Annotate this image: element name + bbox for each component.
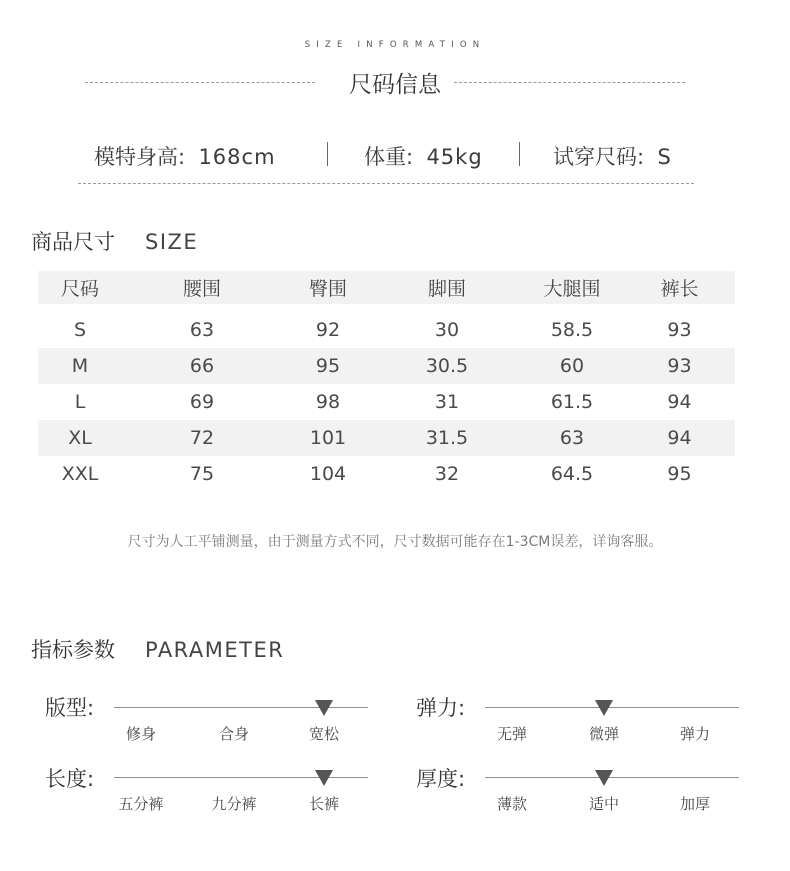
table-cell: 66 <box>189 355 215 377</box>
parameter-option: 适中 <box>588 795 619 813</box>
table-cell: 93 <box>667 319 692 341</box>
table-header-cell: 臀围 <box>308 278 347 300</box>
table-cell: 94 <box>667 391 692 413</box>
parameter-selected-marker <box>595 770 613 786</box>
size-title-en: SIZE <box>145 230 199 254</box>
parameter-section-title <box>31 634 284 664</box>
table-cell: 64.5 <box>550 463 594 485</box>
table-cell: 69 <box>189 391 215 413</box>
table-cell: 101 <box>309 427 347 449</box>
model-weight: 体重: 45kg <box>364 145 483 169</box>
trial-size-label: 试穿尺码 <box>553 145 637 169</box>
parameter-selected-marker <box>315 700 333 716</box>
table-cell: 75 <box>189 463 215 485</box>
table-row <box>38 456 735 492</box>
table-header-cell: 脚围 <box>427 278 466 300</box>
page-title: 尺码信息 <box>349 72 441 98</box>
parameter-selected-marker <box>595 700 613 716</box>
section-kicker: SIZE INFORMATION <box>304 40 486 50</box>
table-cell: 58.5 <box>550 319 594 341</box>
measurement-note: 尺寸为人工平铺测量，由于测量方式不同，尺寸数据可能存在1-3CM误差，详询客服。 <box>127 534 663 550</box>
table-header-cell: 腰围 <box>182 278 221 300</box>
table-cell: 30 <box>434 319 460 341</box>
parameter-option: 五分裤 <box>118 795 164 813</box>
table-cell: 98 <box>315 391 341 413</box>
table-row <box>38 348 735 384</box>
info-separator <box>519 142 520 166</box>
parameter-label: 长度: <box>45 767 95 791</box>
model-weight-label: 体重 <box>364 145 406 169</box>
model-height-value: 168cm <box>198 145 276 169</box>
parameter-option: 薄款 <box>496 795 527 813</box>
table-cell: 60 <box>559 355 585 377</box>
table-cell: S <box>73 319 87 341</box>
parameter-option: 加厚 <box>679 795 710 813</box>
table-cell: XL <box>68 427 92 449</box>
table-cell: 63 <box>189 319 215 341</box>
table-cell: 92 <box>315 319 341 341</box>
parameter-option: 无弹 <box>496 725 527 743</box>
table-cell: 95 <box>667 463 692 485</box>
table-cell: 72 <box>189 427 215 449</box>
table-cell: 31.5 <box>425 427 469 449</box>
parameter-label: 版型: <box>45 696 95 720</box>
parameter-option: 宽松 <box>308 725 339 743</box>
info-separator <box>327 142 328 166</box>
table-cell: 94 <box>667 427 692 449</box>
table-cell: 104 <box>309 463 347 485</box>
parameter-title-en: PARAMETER <box>145 638 285 662</box>
size-title-cn: 商品尺寸 <box>31 230 115 254</box>
table-cell: XXL <box>61 463 99 485</box>
parameter-option: 弹力 <box>679 725 710 743</box>
parameter-option: 长裤 <box>308 795 339 813</box>
table-cell: L <box>74 391 86 413</box>
parameter-option: 合身 <box>218 725 249 743</box>
table-cell: 61.5 <box>550 391 594 413</box>
size-table <box>38 271 735 492</box>
table-cell: M <box>71 355 89 377</box>
table-cell: 30.5 <box>425 355 469 377</box>
parameter-selected-marker <box>315 770 333 786</box>
table-row <box>38 384 735 420</box>
model-height-label: 模特身高 <box>94 145 178 169</box>
trial-size-value: S <box>657 145 671 169</box>
parameter-title-cn: 指标参数 <box>31 638 115 662</box>
parameter-option: 九分裤 <box>211 795 257 813</box>
parameter-option: 修身 <box>125 725 156 743</box>
table-header-cell: 大腿围 <box>543 278 601 300</box>
info-divider <box>78 183 694 184</box>
table-header-cell: 裤长 <box>660 278 699 300</box>
trial-size: 试穿尺码: S <box>553 145 671 169</box>
table-cell: 95 <box>315 355 341 377</box>
model-weight-value: 45kg <box>426 145 483 169</box>
table-row <box>38 420 735 456</box>
table-cell: 31 <box>434 391 460 413</box>
parameter-label: 弹力: <box>416 696 466 720</box>
table-cell: 93 <box>667 355 692 377</box>
table-cell: 32 <box>434 463 460 485</box>
parameter-option: 微弹 <box>588 725 619 743</box>
table-row <box>38 312 735 348</box>
parameter-label: 厚度: <box>416 767 466 791</box>
table-header-cell: 尺码 <box>60 278 99 300</box>
table-cell: 63 <box>559 427 585 449</box>
size-section-title <box>31 226 198 256</box>
table-header-row <box>38 271 735 304</box>
model-height: 模特身高: 168cm <box>94 145 276 169</box>
